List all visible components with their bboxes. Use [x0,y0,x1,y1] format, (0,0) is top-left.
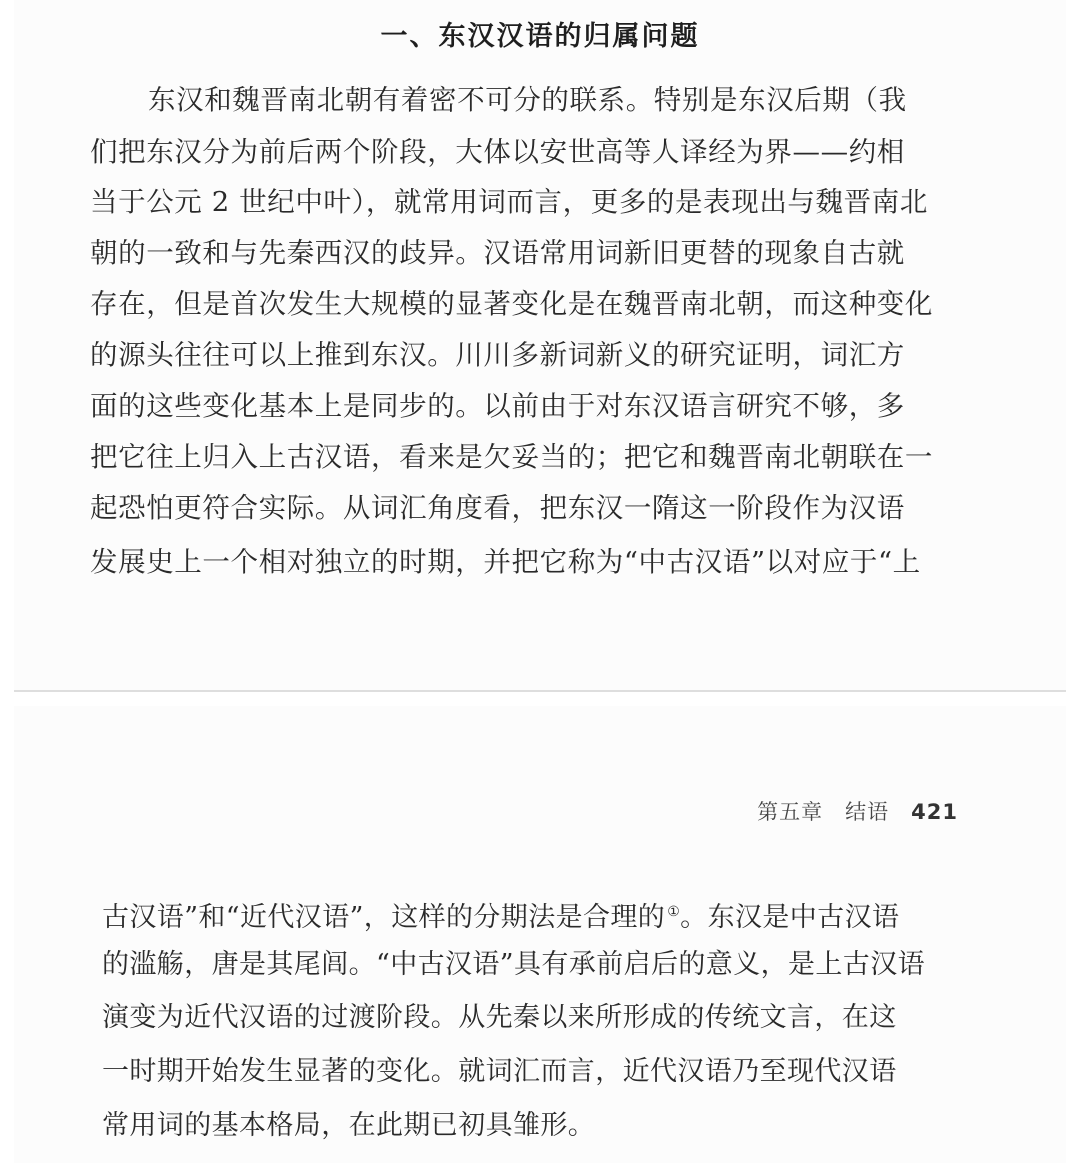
text-line-start: 古汉语”和“近代汉语”，这样的分期法是合理的 [102,902,666,933]
chapter-label: 第五章 [757,800,824,824]
page-number: 421 [911,800,958,824]
footnote-marker[interactable]: ① [667,904,681,920]
text-line: 一时期开始发生显著的变化。就词汇而言，近代汉语乃至现代汉语 [102,1056,897,1087]
text-line: 的滥觞，唐是其尾闾。“中古汉语”具有承前启后的意义，是上古汉语 [102,949,926,980]
text-line: 把它往上归入上古汉语，看来是欠妥当的；把它和魏晋南北朝联在一 [90,441,933,473]
section-heading: 一、东汉汉语的归属问题 [380,21,700,52]
text-line: 演变为近代汉语的过渡阶段。从先秦以来所形成的传统文言，在这 [102,1002,897,1033]
text-line [102,892,899,932]
running-head [757,796,958,826]
text-line: 东汉和魏晋南北朝有着密不可分的联系。特别是东汉后期（我 [148,84,907,116]
text-line: 当于公元 2 世纪中叶），就常用词而言，更多的是表现出与魏晋南北 [90,186,928,218]
text-line-end: 。东汉是中古汉语 [680,902,900,933]
text-line: 发展史上一个相对独立的时期，并把它称为“中古汉语”以对应于“上 [90,546,921,578]
text-line: 们把东汉分为前后两个阶段，大体以安世高等人译经为界——约相 [90,136,905,168]
text-line: 起恐怕更符合实际。从词汇角度看，把东汉一隋这一阶段作为汉语 [90,492,905,524]
text-line: 的源头往往可以上推到东汉。川川多新词新义的研究证明，词汇方 [90,339,905,371]
section-label: 结语 [845,800,890,824]
text-line: 朝的一致和与先秦西汉的歧异。汉语常用词新旧更替的现象自古就 [90,237,905,269]
text-line: 常用词的基本格局，在此期已初具雏形。 [102,1110,596,1141]
text-line: 存在，但是首次发生大规模的显著变化是在魏晋南北朝，而这种变化 [90,288,933,320]
text-line: 面的这些变化基本上是同步的。以前由于对东汉语言研究不够，多 [90,390,905,422]
upper-page [14,0,1066,692]
lower-page [14,706,1066,1163]
